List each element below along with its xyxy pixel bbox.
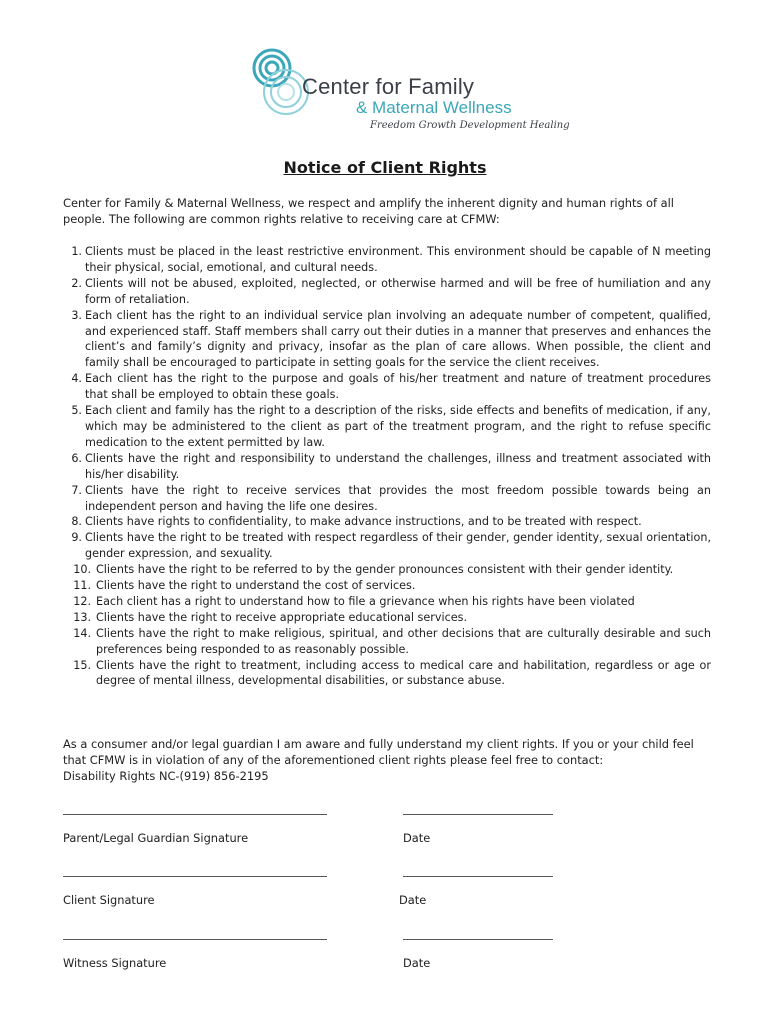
list-item [63, 530, 711, 562]
item-number: 1. [71, 245, 82, 258]
list-item [63, 578, 711, 594]
item-text: Clients have the right to understand the cost of services. [96, 579, 416, 593]
page-title: Notice of Client Rights [283, 158, 487, 177]
item-number: 14. [73, 626, 91, 640]
item-text: Clients must be placed in the least restrictive environment. This environment should be capable of N meeting their physical, social, emotional, and cultural needs. [85, 245, 711, 274]
logo-name-line1: Center for Family [302, 74, 475, 99]
item-number: 5. [71, 404, 82, 418]
item-text: Clients have rights to confidentiality, to make advance instructions, and to be treated with respect. [85, 515, 642, 529]
item-text: Clients have the right to receive appropriate educational services. [96, 610, 468, 624]
item-number: 10. [73, 563, 91, 577]
item-number: 13. [73, 610, 91, 624]
item-number: 9. [71, 531, 82, 545]
list-item [63, 276, 711, 308]
witness-signature-line[interactable] [63, 939, 327, 940]
item-text: Each client has the right to an individual service plan involving an adequate number of competent, qualified, and experienced staff. Staff members shall carry out their duties in a manner that preserves and enhances the client’s and family’s dignity and privacy, insofar as the plan of care allows. When possible, the client and family shall be encouraged to participate in setting goals for the service the client receives. [85, 308, 711, 370]
intro-paragraph: Center for Family & Maternal Wellness, we respect and amplify the inherent dignity and human rights of all people. The following are common rights relative to receiving care at CFMW: [63, 196, 674, 226]
list-item [63, 308, 711, 372]
list-item [63, 483, 711, 515]
item-text: Clients have the right to be referred to by the gender pronounces consistent with their gender identity. [96, 563, 674, 577]
rights-list [63, 244, 711, 689]
list-item [63, 371, 711, 403]
client-signature-label: Client Signature [63, 893, 155, 907]
list-item [63, 562, 711, 578]
item-text: Clients will not be abused, exploited, neglected, or otherwise harmed and will be free of humiliation and any form of retaliation. [85, 276, 711, 306]
logo [250, 48, 570, 140]
item-number: 15. [73, 658, 91, 672]
list-item [63, 403, 711, 451]
item-number: 4. [71, 372, 82, 386]
witness-signature-label: Witness Signature [63, 956, 167, 970]
item-text: Each client and family has the right to a description of the risks, side effects and benefits of medication, if any, which may be administered to the client as part of the treatment program, and the right to refuse specific medication to the extent permitted by law. [85, 404, 711, 449]
item-text: Clients have the right and responsibility to understand the challenges, illness and treatment associated with his/her disability. [85, 451, 711, 481]
parent-signature-label: Parent/Legal Guardian Signature [63, 831, 249, 845]
item-text: Each client has a right to understand how to file a grievance when his rights have been violated [96, 594, 635, 608]
item-number: 2. [71, 276, 82, 290]
client-date-label: Date [399, 893, 427, 907]
list-item [63, 610, 711, 626]
witness-date-label: Date [403, 956, 431, 970]
item-text: Clients have the right to receive services that provides the most freedom possible towards being an independent person and having the life one desires. [85, 483, 711, 513]
list-item [63, 244, 711, 276]
list-item [63, 626, 711, 658]
item-number: 11. [73, 579, 91, 593]
client-date-line[interactable] [403, 876, 553, 877]
item-text: Clients have the right to treatment, including access to medical care and habilitation, regardless or age or degree of mental illness, developmental disabilities, or substance abuse. [96, 658, 711, 688]
logo-name-line2: & Maternal Wellness [356, 98, 512, 117]
closing-paragraph [63, 736, 713, 784]
list-item [63, 451, 711, 483]
list-item [63, 658, 711, 690]
list-item [63, 594, 711, 610]
closing-text: As a consumer and/or legal guardian I am aware and fully understand my client rights. If you or your child feel that CFMW is in violation of any of the aforementioned client rights please feel free to contact: [63, 737, 694, 767]
parent-date-line[interactable] [403, 814, 553, 815]
item-number: 12. [73, 594, 91, 608]
logo-tagline: Freedom Growth Development Healing [370, 120, 570, 131]
client-signature-line[interactable] [63, 876, 327, 877]
contact-text: Disability Rights NC-(919) 856-2195 [63, 769, 269, 783]
witness-date-line[interactable] [403, 939, 553, 940]
item-number: 3. [71, 308, 82, 322]
item-text: Each client has the right to the purpose and goals of his/her treatment and nature of treatment procedures that shall be employed to obtain these goals. [85, 372, 711, 402]
item-text: Clients have the right to make religious, spiritual, and other decisions that are culturally desirable and such preferences being responded to as reasonably possible. [96, 626, 711, 656]
item-text: Clients have the right to be treated with respect regardless of their gender, gender identity, sexual orientation, gender expression, and sexuality. [85, 531, 711, 561]
parent-date-label: Date [403, 831, 431, 845]
item-number: 6. [71, 451, 82, 465]
parent-signature-line[interactable] [63, 814, 327, 815]
list-item [63, 514, 711, 530]
item-number: 7. [71, 483, 82, 497]
item-number: 8. [71, 515, 82, 529]
